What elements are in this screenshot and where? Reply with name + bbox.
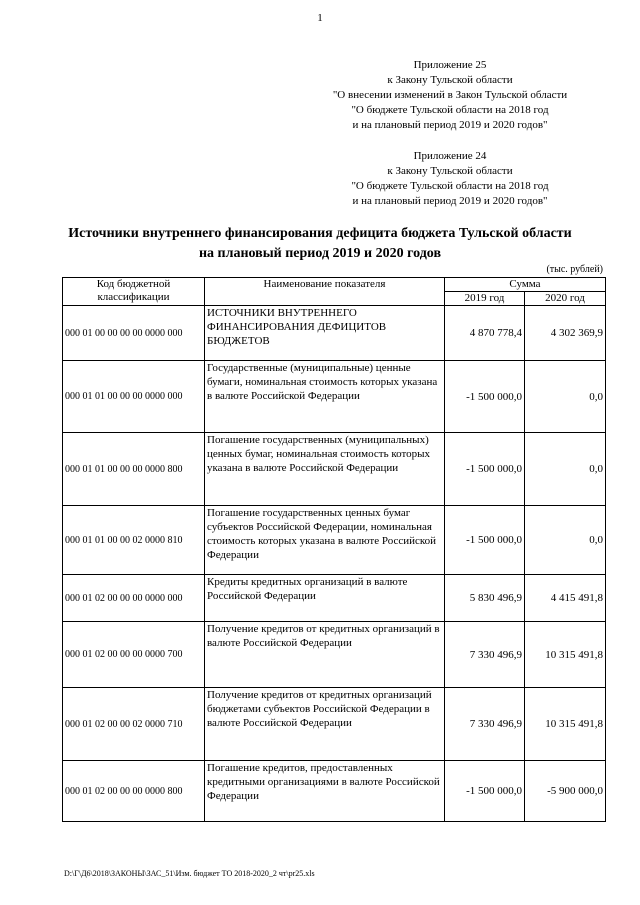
row-code: 000 01 01 00 00 00 0000 000 [63, 361, 205, 433]
appendix-25-line: к Закону Тульской области [387, 74, 513, 86]
appendix-24-line: к Закону Тульской области [387, 165, 513, 177]
financing-sources-table [62, 277, 606, 822]
row-value-2020: -5 900 000,0 [525, 761, 606, 822]
row-name: Государственные (муниципальные) ценные бумаги, номинальная стоимость которых указана в валюте Российской Федерации [205, 361, 445, 433]
document-title [40, 224, 600, 264]
row-value-2020: 0,0 [525, 433, 606, 506]
header-sum: Сумма [445, 278, 606, 292]
row-name: Получение кредитов от кредитных организаций в валюте Российской Федерации [205, 622, 445, 688]
appendix-25-line: и на плановый период 2019 и 2020 годов" [352, 119, 548, 131]
table-row [63, 361, 606, 433]
header-name: Наименование показателя [205, 278, 445, 306]
appendix-25-line: Приложение 25 [413, 59, 487, 71]
row-code: 000 01 02 00 00 00 0000 800 [63, 761, 205, 822]
row-value-2019: 7 330 496,9 [445, 688, 525, 761]
appendix-25-line: "О бюджете Тульской области на 2018 год [351, 104, 549, 116]
row-value-2020: 4 415 491,8 [525, 575, 606, 622]
header-code: Код бюджетной классификации [63, 278, 205, 306]
row-value-2019: 7 330 496,9 [445, 622, 525, 688]
row-name: ИСТОЧНИКИ ВНУТРЕННЕГО ФИНАНСИРОВАНИЯ ДЕФИЦИТОВ БЮДЖЕТОВ [205, 306, 445, 361]
unit-label: (тыс. рублей) [546, 264, 603, 275]
row-value-2020: 10 315 491,8 [525, 622, 606, 688]
table-row [63, 761, 606, 822]
file-path-footer: D:\Г\Д6\2018\ЗАКОНЫ\ЗАС_51\Изм. бюджет ТО 2018-2020_2 чт\pr25.xls [64, 869, 315, 878]
row-name: Кредиты кредитных организаций в валюте Российской Федерации [205, 575, 445, 622]
table-row [63, 688, 606, 761]
header-year-2020: 2020 год [525, 292, 606, 306]
row-code: 000 01 02 00 00 00 0000 700 [63, 622, 205, 688]
page-number: 1 [317, 12, 323, 24]
row-code: 000 01 02 00 00 02 0000 710 [63, 688, 205, 761]
row-value-2020: 10 315 491,8 [525, 688, 606, 761]
row-value-2020: 0,0 [525, 361, 606, 433]
appendix-25-header [300, 58, 600, 133]
row-value-2020: 4 302 369,9 [525, 306, 606, 361]
row-code: 000 01 01 00 00 00 0000 800 [63, 433, 205, 506]
row-name: Погашение государственных (муниципальных) ценных бумаг, номинальная стоимость которых указана в валюте Российской Федерации [205, 433, 445, 506]
header-year-2019: 2019 год [445, 292, 525, 306]
row-value-2019: -1 500 000,0 [445, 361, 525, 433]
row-code: 000 01 00 00 00 00 0000 000 [63, 306, 205, 361]
appendix-25-line: "О внесении изменений в Закон Тульской области [332, 89, 568, 101]
row-code: 000 01 01 00 00 02 0000 810 [63, 506, 205, 575]
table-row [63, 506, 606, 575]
appendix-24-line: Приложение 24 [413, 150, 487, 162]
row-value-2020: 0,0 [525, 506, 606, 575]
table-row [63, 622, 606, 688]
title-line: на плановый период 2019 и 2020 годов [198, 246, 442, 261]
table-row [63, 433, 606, 506]
row-value-2019: 4 870 778,4 [445, 306, 525, 361]
row-name: Получение кредитов от кредитных организаций бюджетами субъектов Российской Федерации в валюте Российской Федерации [205, 688, 445, 761]
appendix-24-header [300, 149, 600, 209]
row-value-2019: -1 500 000,0 [445, 761, 525, 822]
table-row [63, 575, 606, 622]
row-name: Погашение кредитов, предоставленных кредитными организациями в валюте Российской Федерации [205, 761, 445, 822]
row-value-2019: -1 500 000,0 [445, 506, 525, 575]
table-row [63, 306, 606, 361]
row-code: 000 01 02 00 00 00 0000 000 [63, 575, 205, 622]
title-line: Источники внутреннего финансирования дефицита бюджета Тульской области [68, 226, 572, 241]
row-value-2019: 5 830 496,9 [445, 575, 525, 622]
row-name: Погашение государственных ценных бумаг субъектов Российской Федерации, номинальная стоимость которых указана в валюте Российской Федерации [205, 506, 445, 575]
appendix-24-line: и на плановый период 2019 и 2020 годов" [352, 195, 548, 207]
row-value-2019: -1 500 000,0 [445, 433, 525, 506]
appendix-24-line: "О бюджете Тульской области на 2018 год [351, 180, 549, 192]
